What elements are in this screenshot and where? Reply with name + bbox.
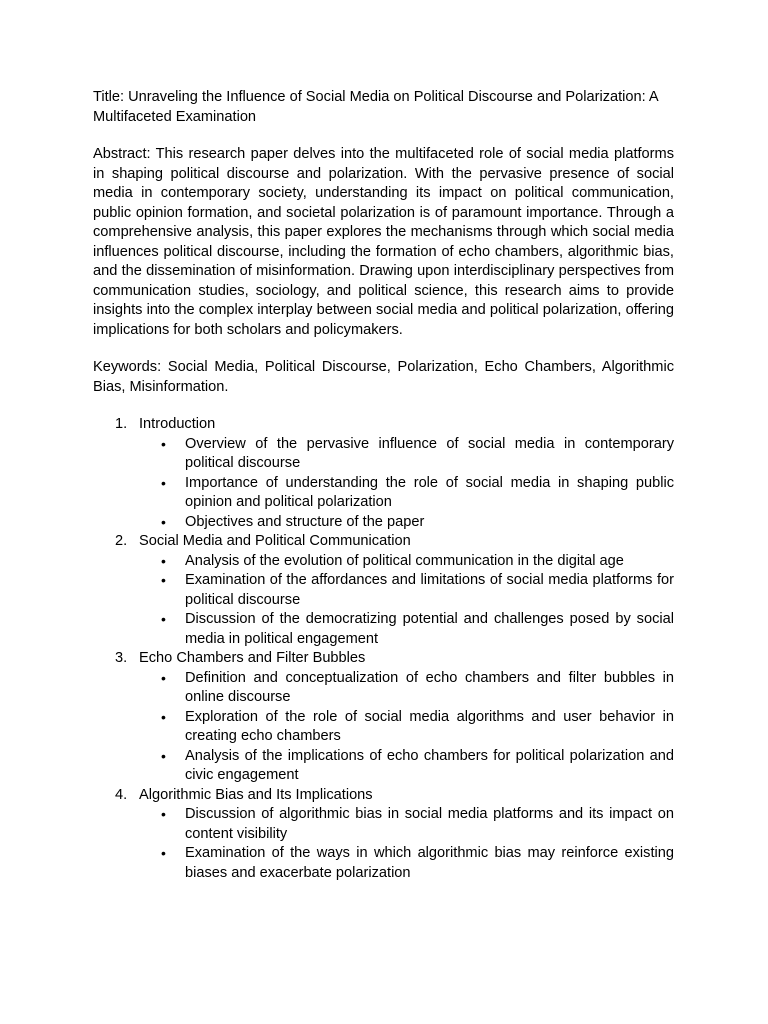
outline-section — [93, 532, 674, 649]
section-heading: Introduction — [139, 416, 216, 432]
bullet-icon: • — [161, 708, 166, 725]
bullet-item — [139, 474, 674, 513]
bullet-icon: • — [161, 845, 166, 861]
section-heading: Algorithmic Bias and Its Implications — [139, 786, 373, 803]
document-page — [93, 88, 674, 883]
section-outline — [93, 415, 674, 883]
section-number: 2. — [115, 533, 128, 549]
section-bullets — [139, 552, 674, 650]
section-number: 1. — [115, 416, 128, 432]
bullet-text: Analysis of the implications of echo chambers for political polarization and civic engagement — [185, 747, 674, 783]
section-heading: Echo Chambers and Filter Bubbles — [139, 650, 366, 666]
outline-section — [93, 415, 674, 532]
bullet-item — [139, 552, 674, 572]
section-heading: Social Media and Political Communication — [139, 533, 411, 549]
section-number: 4. — [115, 786, 128, 803]
bullet-icon: • — [161, 611, 166, 627]
bullet-icon: • — [161, 747, 166, 764]
bullet-icon: • — [161, 806, 166, 822]
bullet-text: Discussion of algorithmic bias in social media platforms and its impact on content visibility — [185, 806, 674, 842]
outline-section — [93, 786, 674, 884]
bullet-text: Analysis of the evolution of political communication in the digital age — [185, 552, 624, 569]
document-title: Title: Unraveling the Influence of Social Media on Political Discourse and Polarization: A Multifaceted Examination — [93, 89, 658, 125]
bullet-text: Examination of the ways in which algorithmic bias may reinforce existing biases and exacerbate polarization — [185, 845, 674, 881]
bullet-item — [139, 513, 674, 533]
bullet-icon: • — [161, 669, 166, 686]
bullet-text: Discussion of the democratizing potential and challenges posed by social media in political engagement — [185, 611, 674, 647]
bullet-item — [139, 435, 674, 474]
section-bullets — [139, 669, 674, 786]
bullet-text: Examination of the affordances and limitations of social media platforms for political discourse — [185, 572, 674, 608]
bullet-text: Importance of understanding the role of social media in shaping public opinion and political polarization — [185, 474, 674, 510]
bullet-item — [139, 747, 674, 786]
bullet-item — [139, 610, 674, 649]
section-bullets — [139, 805, 674, 883]
section-bullets — [139, 435, 674, 533]
bullet-text: Exploration of the role of social media algorithms and user behavior in creating echo chambers — [185, 708, 674, 744]
bullet-text: Overview of the pervasive influence of social media in contemporary political discourse — [185, 435, 674, 471]
bullet-text: Objectives and structure of the paper — [185, 513, 425, 530]
abstract-paragraph: Abstract: This research paper delves into the multifaceted role of social media platforms in shaping political discourse and polarization. With the pervasive presence of social media in contemporary society, understanding its impact on political communication, public opinion formation, and societal polarization is of paramount importance. Through a comprehensive analysis, this paper explores the mechanisms through which social media influences political discourse, including the formation of echo chambers, algorithmic bias, and the dissemination of misinformation. Drawing upon interdisciplinary perspectives from communication studies, sociology, and political science, this research aims to provide insights into the complex interplay between social media and political polarization, offering implications for both scholars and policymakers. — [93, 146, 674, 338]
bullet-item — [139, 708, 674, 747]
keywords-paragraph: Keywords: Social Media, Political Discourse, Polarization, Echo Chambers, Algorithmic Bias, Misinformation. — [93, 359, 674, 395]
outline-section — [93, 649, 674, 786]
bullet-icon: • — [161, 552, 166, 569]
bullet-item — [139, 571, 674, 610]
bullet-icon: • — [161, 572, 166, 588]
bullet-icon: • — [161, 435, 166, 452]
bullet-item — [139, 805, 674, 844]
bullet-item — [139, 669, 674, 708]
bullet-icon: • — [161, 513, 166, 530]
bullet-icon: • — [161, 474, 166, 491]
bullet-item — [139, 844, 674, 883]
bullet-text: Definition and conceptualization of echo chambers and filter bubbles in online discourse — [185, 669, 674, 705]
section-number: 3. — [115, 650, 128, 666]
